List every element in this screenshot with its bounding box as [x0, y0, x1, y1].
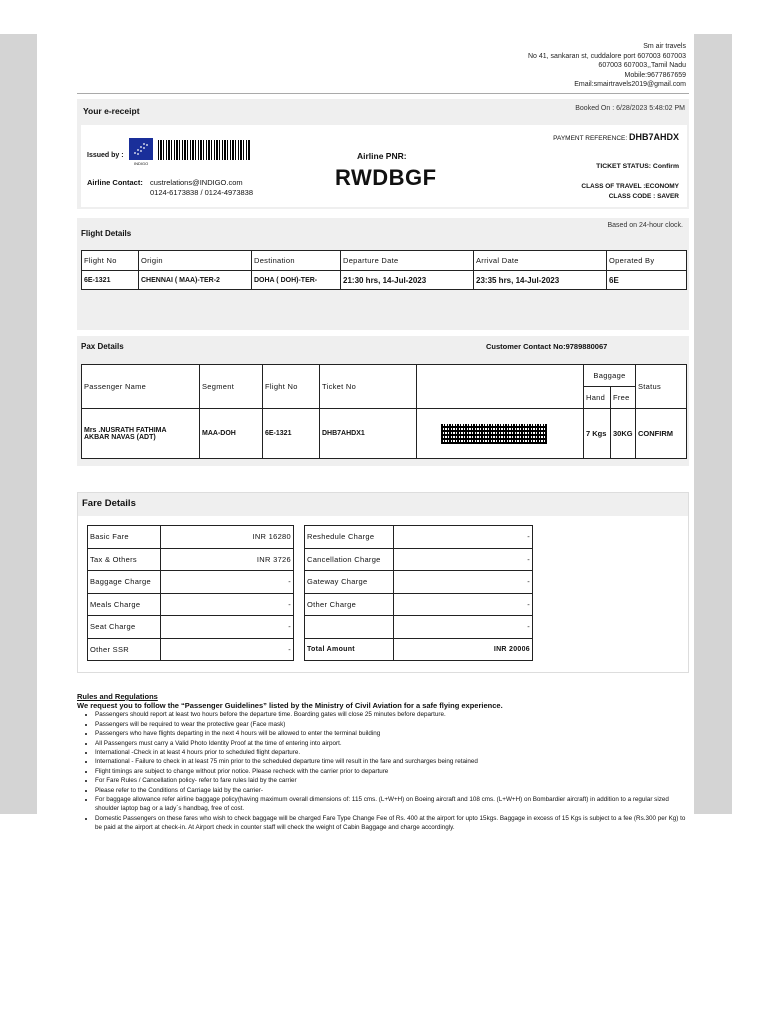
fare-label: Gateway Charge [305, 571, 394, 594]
rules-list [77, 710, 689, 832]
flight-details-title: Flight Details [81, 229, 132, 238]
col-departure-date: Departure Date [341, 251, 474, 271]
pax-table [81, 364, 687, 459]
airline-contact-phones: 0124-6173838 / 0124-4973838 [150, 188, 254, 197]
col-flight-no: Flight No [82, 251, 139, 271]
rule-item: • For baggage allowance refer airline baggage policy(having maximum overall dimensions of: 115 cms. (L+W+H) on Boeing aircraft and 108 cms. (L+W+H) on Bombardier aircraft) in addition to a regular sized shoulder laptop bag or a lady`s handbag, free of cost. [95, 795, 689, 814]
departure-cell: 21:30 hrs, 14-Jul-2023 [341, 271, 474, 290]
fare-value: - [394, 571, 533, 594]
fare-row [305, 593, 533, 616]
pnr-value: RWDBGF [335, 165, 437, 190]
flight-table-header [82, 251, 687, 271]
flight-details-section [77, 218, 689, 330]
status-cell: CONFIRM [636, 409, 687, 459]
fare-row [88, 593, 294, 616]
ticket-barcode-icon [441, 424, 547, 444]
fare-right-table [304, 525, 533, 661]
indigo-logo-icon [129, 138, 153, 160]
receipt-title: Your e-receipt [83, 106, 140, 116]
fare-label: Reshedule Charge [305, 526, 394, 549]
fare-row [305, 548, 533, 571]
booked-on: Booked On : 6/28/2023 5:48:02 PM [575, 105, 685, 112]
operated-by-cell: 6E [607, 271, 687, 290]
col-ticket-no: Ticket No [320, 365, 417, 409]
total-amount-value: INR 20006 [394, 638, 533, 661]
payment-reference-value: DHB7AHDX [628, 132, 679, 142]
fare-row [88, 571, 294, 594]
rule-item: • All Passengers must carry a Valid Photo Identity Proof at the time of entering into airport. [95, 739, 689, 748]
origin-cell: CHENNAI ( MAA)-TER-2 [139, 271, 252, 290]
fare-details-section [77, 492, 689, 673]
pax-details-title: Pax Details [81, 342, 124, 351]
left-margin-band [0, 34, 37, 814]
rule-item: • International -Check in at least 4 hours prior to scheduled flight departure. [95, 748, 689, 757]
fare-row [88, 638, 294, 661]
fare-value: - [394, 593, 533, 616]
rule-item: • Passengers should report at least two hours before the departure time. Boarding gates will close 25 minutes before departure. [95, 710, 689, 719]
agency-mobile: Mobile:9677867659 [624, 71, 686, 79]
fare-value: - [394, 548, 533, 571]
fare-value: INR 16280 [161, 526, 294, 549]
col-ticket-barcode [417, 365, 584, 409]
payment-reference-label: PAYMENT REFERENCE: [553, 135, 628, 142]
fare-label: Other SSR [88, 638, 161, 661]
col-baggage: Baggage [584, 365, 636, 387]
agency-address-line1: No 41, sankaran st, cuddalore port 607003 607003 [527, 52, 686, 60]
flight-row [82, 271, 687, 290]
rule-item: • Domestic Passengers on these fares who wish to check baggage will be charged Fare Type Change Fee of Rs. 400 at the airport for upto 15kgs. Baggage in excess of 15 Kgs is subject to a fee (Rs.300 per Kg) to be paid at the airport at check-in. At Airport check in counter staff will check the weight of Cabin Baggage and charge accordingly. [95, 814, 689, 833]
passenger-name-cell [82, 409, 200, 459]
rule-item: • Flight timings are subject to change without prior notice. Please recheck with the carrier prior to departure [95, 767, 689, 776]
ticket-status: TICKET STATUS: Confirm [596, 163, 679, 170]
fare-row [88, 616, 294, 639]
fare-row [88, 526, 294, 549]
rules-subtitle: We request you to follow the “Passenger Guidelines” listed by the Ministry of Civil Aviation for a safe flying experience. [77, 701, 503, 711]
receipt-header [77, 99, 689, 209]
fare-details-title: Fare Details [82, 498, 136, 509]
fare-label: Cancellation Charge [305, 548, 394, 571]
airline-contact-values [150, 178, 253, 198]
fare-value: - [394, 526, 533, 549]
flight-no-cell: 6E-1321 [82, 271, 139, 290]
fare-row [305, 616, 533, 639]
airline-contact-label: Airline Contact: [87, 178, 143, 187]
col-segment: Segment [200, 365, 263, 409]
ticket-barcode-cell [417, 409, 584, 459]
fare-label: Tax & Others [88, 548, 161, 571]
agency-name: Sm air travels [643, 43, 686, 50]
agency-address-block [528, 42, 686, 90]
agency-address-line2: 607003 607003,,Tamil Nadu [598, 62, 686, 70]
col-hand: Hand [584, 387, 611, 409]
ticket-no-cell: DHB7AHDX1 [320, 409, 417, 459]
fare-value: - [161, 638, 294, 661]
class-of-travel: CLASS OF TRAVEL :ECONOMY [581, 183, 679, 190]
rule-item: • Passengers who have flights departing in the next 4 hours will be allowed to enter the terminal building [95, 729, 689, 738]
col-operated-by: Operated By [607, 251, 687, 271]
rule-item: • International - Failure to check in at least 75 min prior to the scheduled departure time will result in the fare and surcharges being retained [95, 757, 689, 766]
col-arrival-date: Arrival Date [474, 251, 607, 271]
fare-label: Meals Charge [88, 593, 161, 616]
fare-label: Basic Fare [88, 526, 161, 549]
header-divider [77, 93, 689, 94]
free-baggage-cell: 30KG [611, 409, 636, 459]
pax-flight-cell: 6E-1321 [263, 409, 320, 459]
pax-details-section [77, 336, 689, 466]
fare-total-row [305, 638, 533, 661]
rule-item: • For Fare Rules / Cancellation policy- refer to fare rules laid by the carrier [95, 776, 689, 785]
arrival-cell: 23:35 hrs, 14-Jul-2023 [474, 271, 607, 290]
fare-value: - [161, 593, 294, 616]
payment-reference [553, 132, 679, 142]
hand-baggage-cell: 7 Kgs [584, 409, 611, 459]
col-free: Free [611, 387, 636, 409]
fare-value: INR 3726 [161, 548, 294, 571]
fare-row [305, 571, 533, 594]
passenger-name-line1: Mrs .NUSRATH FATHIMA [84, 426, 167, 434]
fare-label: Baggage Charge [88, 571, 161, 594]
fare-value: - [161, 571, 294, 594]
total-amount-label: Total Amount [305, 638, 394, 661]
fare-left-table [87, 525, 294, 661]
rule-item: • Passengers will be required to wear the protective gear (Face mask) [95, 720, 689, 729]
agency-email: Email:smairtravels2019@gmail.com [574, 81, 686, 89]
col-origin: Origin [139, 251, 252, 271]
receipt-details-panel [81, 125, 687, 207]
passenger-row [82, 409, 687, 459]
rule-item: • Please refer to the Conditions of Carriage laid by the carrier- [95, 786, 689, 795]
fare-value: - [394, 616, 533, 639]
rules-section [77, 692, 689, 833]
fare-label: Seat Charge [88, 616, 161, 639]
pnr-label: Airline PNR: [357, 151, 407, 161]
class-info [581, 182, 679, 201]
col-destination: Destination [252, 251, 341, 271]
fare-value: - [161, 616, 294, 639]
col-flight-no: Flight No [263, 365, 320, 409]
fare-row [305, 526, 533, 549]
fare-label [305, 616, 394, 639]
fare-label: Other Charge [305, 593, 394, 616]
col-passenger-name: Passenger Name [82, 365, 200, 409]
passenger-name-line2: AKBAR NAVAS (ADT) [84, 433, 156, 441]
logo-caption: INDIGO [134, 161, 149, 166]
flight-table [81, 250, 687, 290]
e-receipt-page [37, 34, 694, 1024]
col-status: Status [636, 365, 687, 409]
customer-contact: Customer Contact No:9789880067 [486, 342, 608, 351]
fare-row [88, 548, 294, 571]
rules-title: Rules and Regulations [77, 692, 158, 701]
class-code: CLASS CODE : SAVER [608, 192, 679, 200]
right-margin-band [694, 34, 732, 814]
issued-by-label: Issued by : [87, 152, 124, 159]
destination-cell: DOHA ( DOH)-TER- [252, 271, 341, 290]
clock-note: Based on 24-hour clock. [607, 222, 683, 229]
segment-cell: MAA-DOH [200, 409, 263, 459]
airline-contact-email: custrelations@INDIGO.com [150, 178, 243, 187]
barcode-icon [158, 140, 250, 160]
